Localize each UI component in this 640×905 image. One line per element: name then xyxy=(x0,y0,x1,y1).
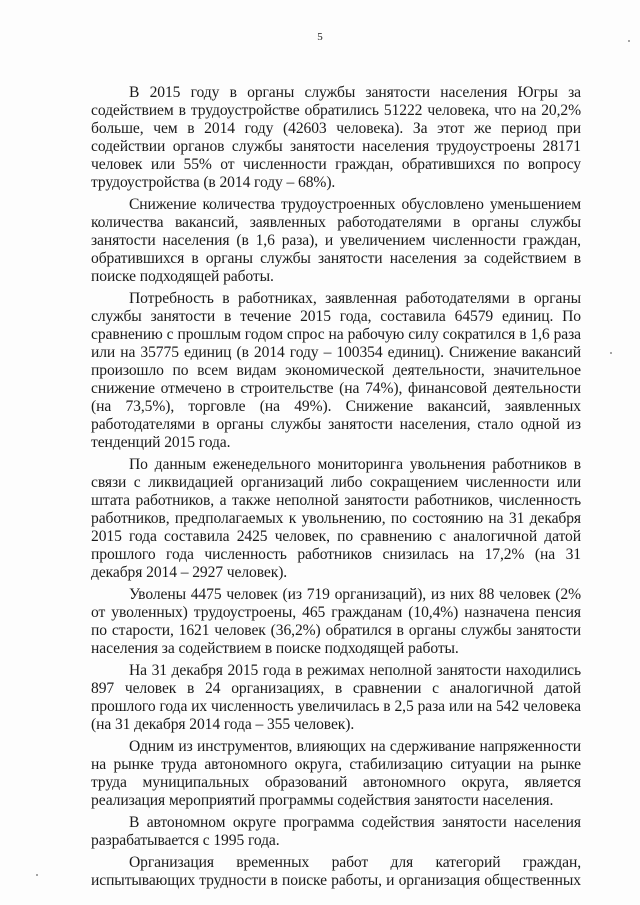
paragraph-layoff-monitoring: По данным еженедельного мониторинга увольнения работников в связи с ликвидацией организаций либо сокращением численности или штата работников, а также неполной занятости работников, численность работников, предполагаемых к увольнению, по состоянию на 31 декабря 2015 года составила 2425 человек, по сравнению с аналогичной датой прошлого года численность работников снизилась на 17,2% (на 31 декабря 2014 – 2927 человек). xyxy=(91,456,581,581)
scan-speck xyxy=(610,352,612,354)
scan-speck xyxy=(36,874,38,876)
paragraph-program-history: В автономном округе программа содействия занятости населения разрабатывается с 1995 года. xyxy=(91,814,581,849)
paragraph-dismissed-workers: Уволены 4475 человек (из 719 организаций), из них 88 человек (2% от уволенных) трудоустроены, 465 гражданам (10,4%) назначена пенсия по старости, 1621 человек (36,2%) обратился в органы службы занятости населения за содействием в поиске подходящей работы. xyxy=(91,586,581,657)
scan-speck xyxy=(628,40,630,42)
paragraph-labor-market-tools: Одним из инструментов, влияющих на сдерживание напряженности на рынке труда автономного округа, стабилизацию ситуации на рынке труда муниципальных образований автономного округа, является реализация мероприятий программы содействия занятости населения. xyxy=(91,738,581,809)
page-number: 5 xyxy=(317,31,323,43)
paragraph-temporary-works: Организация временных работ для категорий граждан, испытывающих трудности в поиске работы, и организация общественных xyxy=(91,854,581,889)
paragraph-decline-reasons: Снижение количества трудоустроенных обусловлено уменьшением количества вакансий, заявленных работодателями в органы службы занятости населения (в 1,6 раза), и увеличением численности граждан, обратившихся в органы службы занятости населения за содействием в поиске подходящей работы. xyxy=(91,196,581,285)
paragraph-employment-requests: В 2015 году в органы службы занятости населения Югры за содействием в трудоустройстве обратились 51222 человека, что на 20,2% больше, чем в 2014 году (42603 человека). За этот же период при содействии органов службы занятости населения трудоустроены 28171 человек или 55% от численности граждан, обратившихся по вопросу трудоустройства (в 2014 году – 68%). xyxy=(91,84,581,191)
paragraph-part-time-employment: На 31 декабря 2015 года в режимах неполной занятости находились 897 человек в 24 организациях, в сравнении с аналогичной датой прошлого года их численность увеличилась в 2,5 раза или на 542 человека (на 31 декабря 2014 года – 355 человек). xyxy=(91,662,581,733)
document-body xyxy=(91,84,581,894)
paragraph-vacancies-demand: Потребность в работниках, заявленная работодателями в органы службы занятости в течение 2015 года, составила 64579 единиц. По сравнению с прошлым годом спрос на рабочую силу сократился в 1,6 раза или на 35775 единиц (в 2014 году – 100354 единиц). Снижение вакансий произошло по всем видам экономической деятельности, значительное снижение отмечено в строительстве (на 74%), финансовой деятельности (на 73,5%), торговле (на 49%). Снижение вакансий, заявленных работодателями в органы службы занятости населения, стало одной из тенденций 2015 года. xyxy=(91,290,581,451)
